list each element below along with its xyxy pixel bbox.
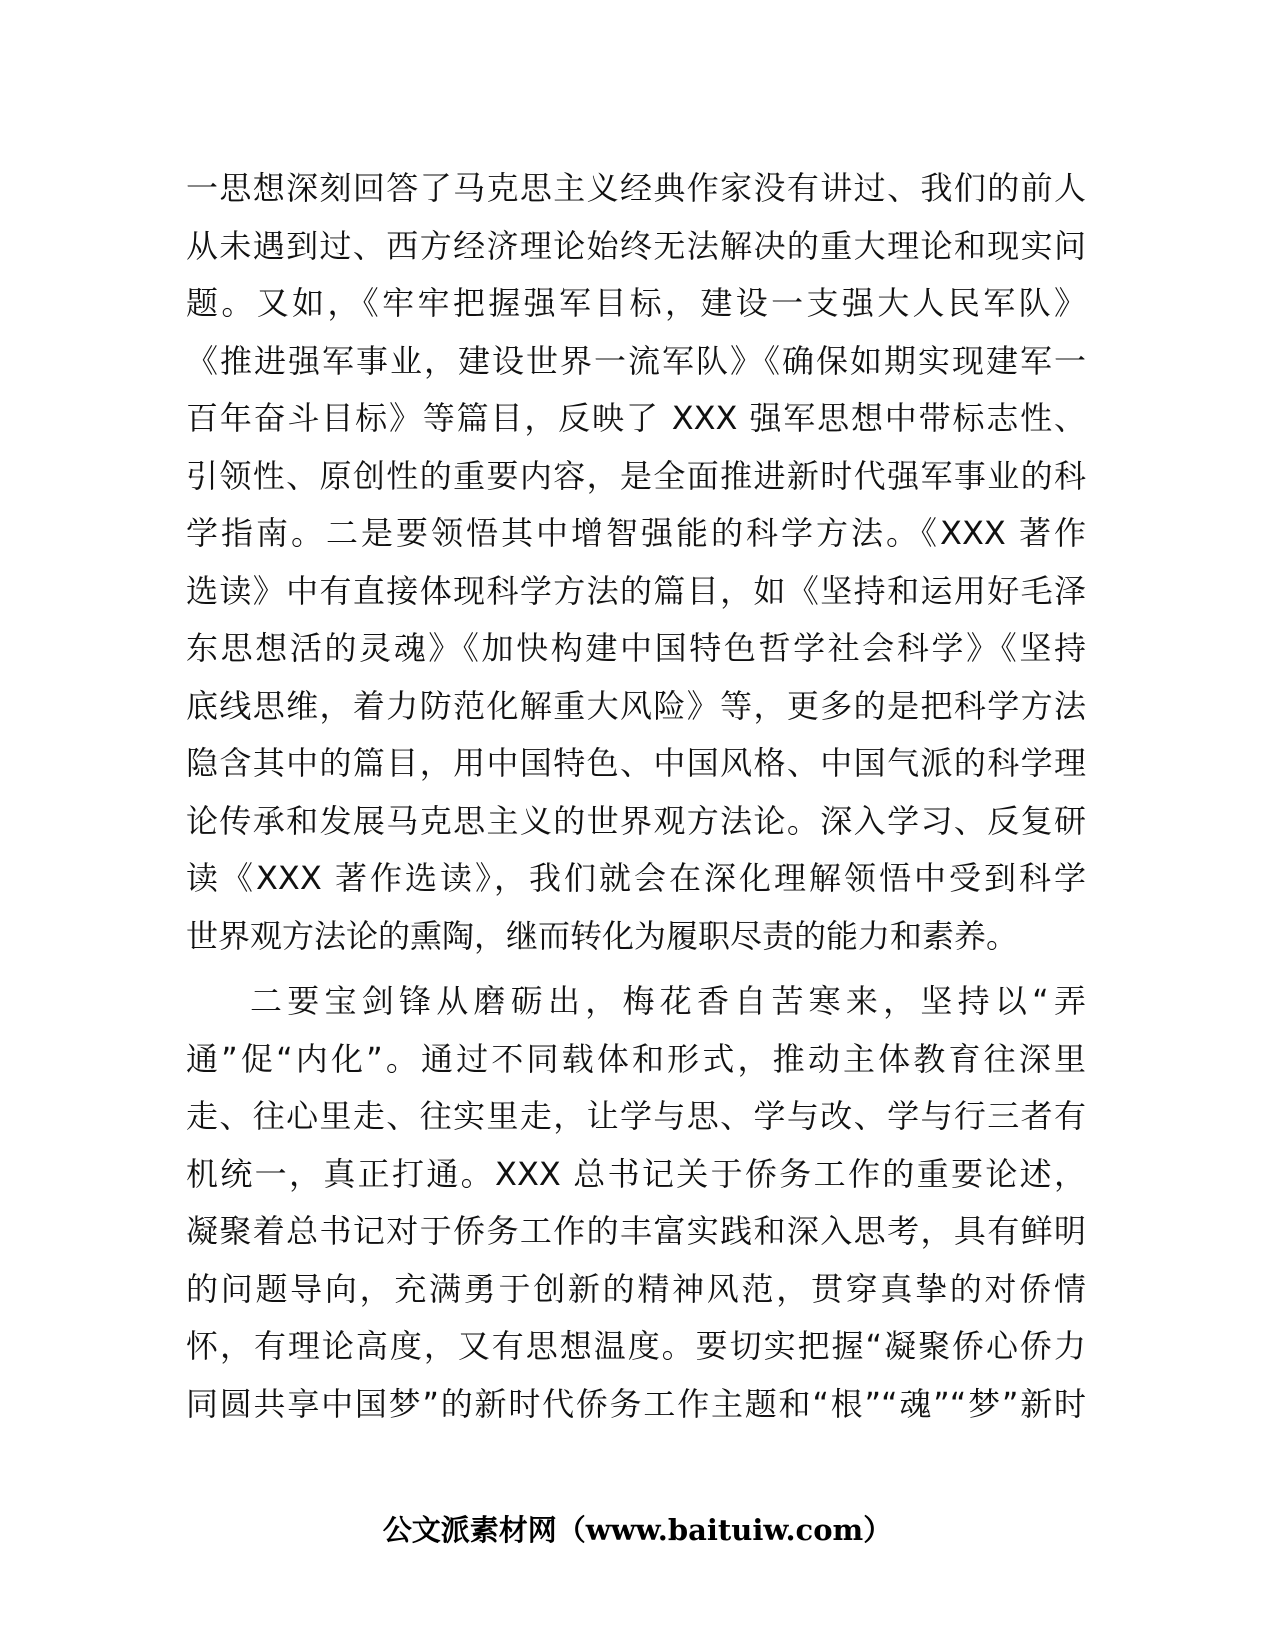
text-line: 同圆共享中国梦”的新时代侨务工作主题和“根”“魂”“梦”新时 (186, 1384, 1086, 1423)
text-line: 读《XXX 著作选读》，我们就会在深化理解领悟中受到科学 (186, 859, 1086, 897)
paragraph-2 (186, 973, 1086, 1433)
text-line: 走、往心里走、往实里走，让学与思、学与改、学与行三者有 (186, 1097, 1086, 1135)
text-line: 怀，有理论高度，又有思想温度。要切实把握“凝聚侨心侨力 (186, 1327, 1086, 1365)
page-footer-watermark: 公文派素材网（www.baituiw.com） (382, 1513, 893, 1547)
text-line: 选读》中有直接体现科学方法的篇目，如《坚持和运用好毛泽 (186, 571, 1086, 610)
text-line: 机统一，真正打通。XXX 总书记关于侨务工作的重要论述， (186, 1154, 1086, 1193)
text-line: 从未遇到过、西方经济理论始终无法解决的重大理论和现实问 (186, 226, 1086, 265)
paragraph-1 (186, 160, 1086, 965)
text-line: 世界观方法论的熏陶，继而转化为履职尽责的能力和素养。 (186, 916, 1019, 955)
document-body (186, 160, 1086, 1433)
text-line: 东思想活的灵魂》《加快构建中国特色哲学社会科学》《坚持 (186, 629, 1086, 667)
text-line: 底线思维，着力防范化解重大风险》等，更多的是把科学方法 (186, 686, 1086, 725)
text-line: 凝聚着总书记对于侨务工作的丰富实践和深入思考，具有鲜明 (186, 1212, 1086, 1250)
text-line: 通”促“内化”。通过不同载体和形式，推动主体教育往深里 (186, 1039, 1086, 1078)
text-line: 引领性、原创性的重要内容，是全面推进新时代强军事业的科 (186, 456, 1086, 495)
text-line: 学指南。二是要领悟其中增智强能的科学方法。《XXX 著作 (186, 514, 1086, 552)
text-line: 一思想深刻回答了马克思主义经典作家没有讲过、我们的前人 (186, 169, 1086, 207)
text-line: 论传承和发展马克思主义的世界观方法论。深入学习、反复研 (186, 801, 1086, 840)
text-line: 百年奋斗目标》等篇目，反映了 XXX 强军思想中带标志性、 (186, 399, 1086, 437)
text-line: 题。又如，《牢牢把握强军目标，建设一支强大人民军队》 (186, 284, 1086, 322)
text-line: 《推进强军事业，建设世界一流军队》《确保如期实现建军一 (186, 341, 1086, 380)
text-line: 的问题导向，充满勇于创新的精神风范，贯穿真挚的对侨情 (186, 1269, 1086, 1308)
text-line: 二要宝剑锋从磨砺出，梅花香自苦寒来，坚持以“弄 (250, 982, 1086, 1020)
text-line: 隐含其中的篇目，用中国特色、中国风格、中国气派的科学理 (186, 744, 1086, 782)
paragraph-spacer (186, 965, 1086, 973)
